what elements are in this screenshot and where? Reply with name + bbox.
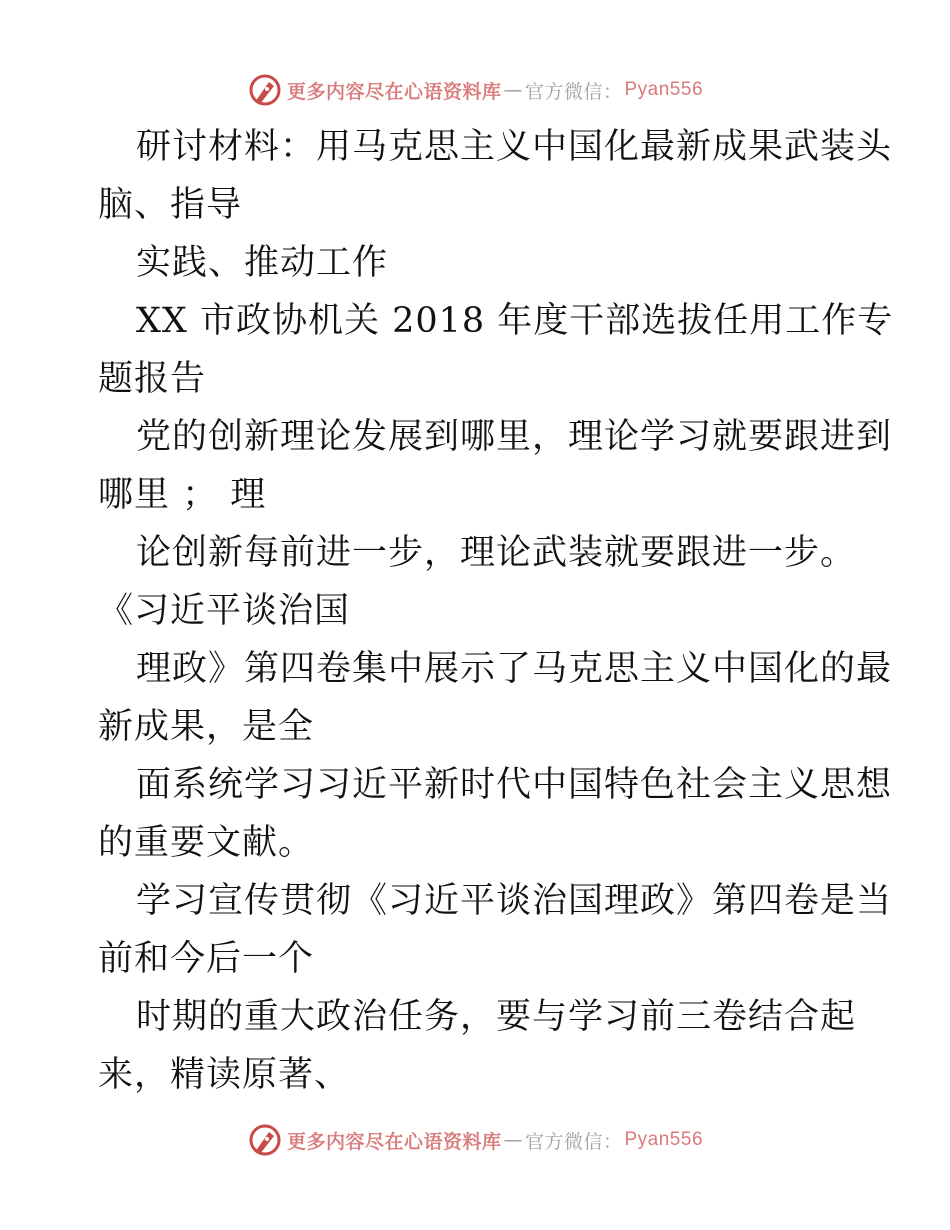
text-line: 哪里 ； 理	[98, 475, 267, 515]
pen-nib-logo-icon	[247, 72, 283, 108]
watermark-wechat-label: 官方微信：	[524, 80, 623, 103]
pen-nib-logo-icon	[247, 1122, 283, 1158]
text-line: 理政》第四卷集中展示了马克思主义中国化的最	[136, 649, 893, 689]
text-line: 《习近平谈治国	[98, 591, 351, 631]
footer-watermark	[0, 1120, 950, 1160]
text-line: 研讨材料：用马克思主义中国化最新成果武装头	[136, 127, 893, 167]
text-line: 的重要文献。	[98, 823, 315, 863]
text-line: 学习宣传贯彻《习近平谈治国理政》第四卷是当	[136, 881, 893, 921]
watermark-separator: —	[503, 1129, 523, 1151]
text-line: 前和今后一个	[98, 939, 315, 979]
text-line: 党的创新理论发展到哪里，理论学习就要跟进到	[136, 417, 893, 457]
watermark-brand-text: 更多内容尽在心语资料库	[286, 80, 502, 103]
watermark-separator: —	[503, 79, 523, 101]
watermark-wechat-handle: Pyan556	[624, 1129, 704, 1150]
text-line: 题报告	[98, 359, 207, 399]
text-line: 新成果，是全	[98, 707, 315, 747]
text-line: 论创新每前进一步，理论武装就要跟进一步。	[136, 533, 857, 573]
header-watermark	[0, 70, 950, 110]
watermark-brand-text: 更多内容尽在心语资料库	[286, 1130, 502, 1153]
text-line: 脑、指导	[98, 185, 243, 225]
text-line: 来，精读原著、	[98, 1055, 351, 1095]
text-line: 面系统学习习近平新时代中国特色社会主义思想	[136, 765, 893, 805]
watermark-wechat-label: 官方微信：	[524, 1130, 623, 1153]
watermark-wechat-handle: Pyan556	[624, 79, 704, 100]
text-line: 时期的重大政治任务，要与学习前三卷结合起	[136, 997, 857, 1037]
text-line: XX 市政协机关 2018 年度干部选拔任用工作专	[136, 301, 894, 341]
document-body	[98, 118, 894, 1104]
text-line: 实践、推动工作	[136, 243, 389, 283]
